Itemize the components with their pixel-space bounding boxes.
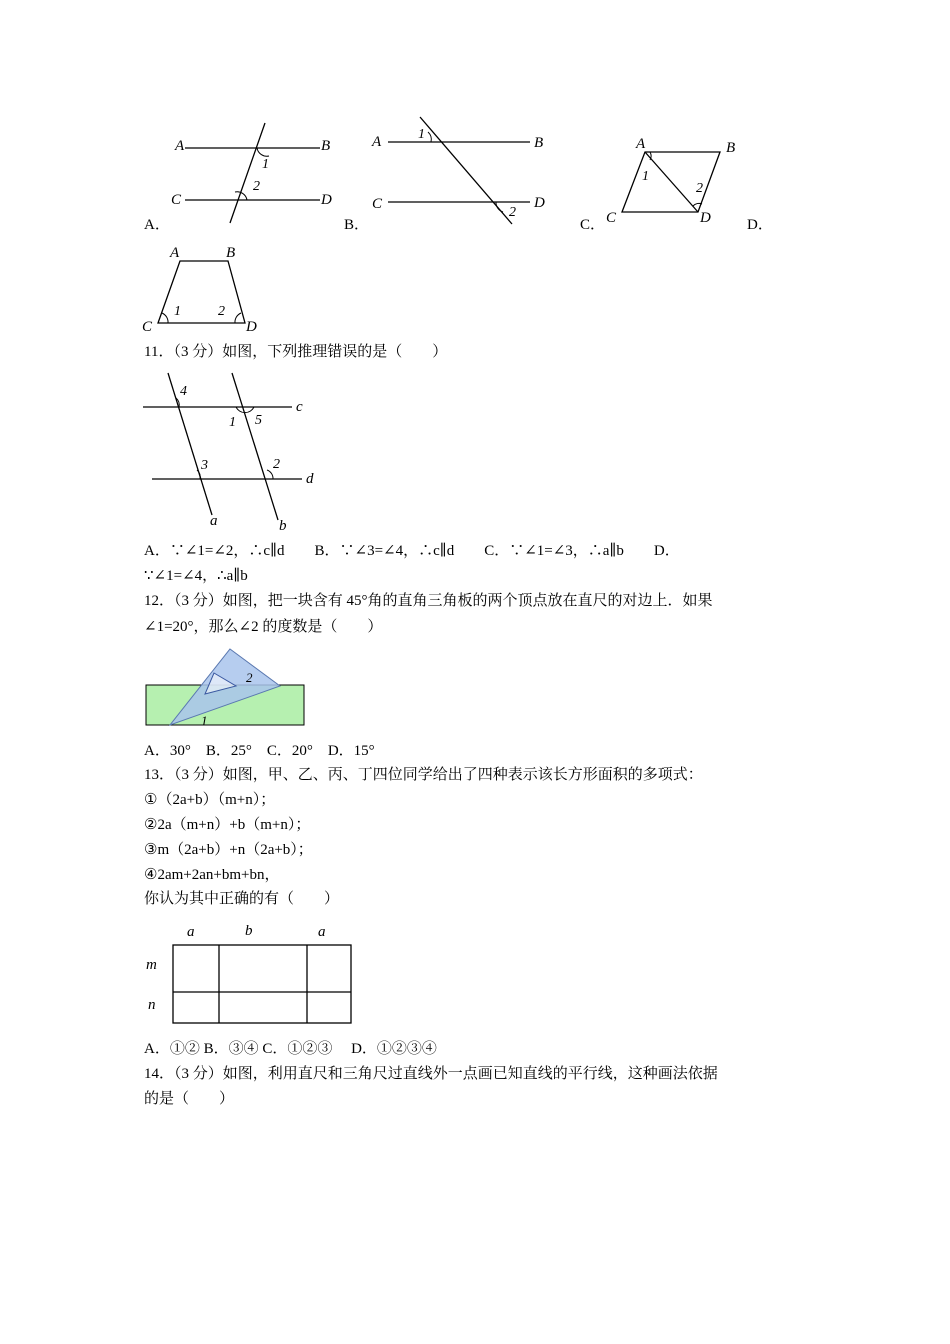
q10a-angle-1: 1 xyxy=(262,157,269,172)
q10b-angle-2: 2 xyxy=(509,205,516,220)
q10-option-a: A． xyxy=(144,217,170,233)
q13-item-3: ③m（2a+b）+n（2a+b）； xyxy=(144,842,313,858)
q11-angle-4: 4 xyxy=(180,384,187,399)
q10d-angle-2: 2 xyxy=(218,304,225,319)
q13-label-left-m: m xyxy=(146,957,157,973)
q11-angle-5: 5 xyxy=(255,413,262,428)
q11-angle-1: 1 xyxy=(229,415,236,430)
q10c-angle-2: 2 xyxy=(696,181,703,196)
q10c-angle-1: 1 xyxy=(642,169,649,184)
q10c-label-D: D xyxy=(700,210,711,226)
q13-figure xyxy=(140,920,360,1030)
q11-figure xyxy=(140,370,330,535)
q10-figure-b xyxy=(370,112,560,227)
q12-stem-line2: ∠1=20°，那么∠2 的度数是（ ） xyxy=(144,619,383,635)
q14-stem-line2: 的是（ ） xyxy=(144,1091,235,1107)
q10d-label-C: C xyxy=(142,319,153,335)
q13-item-1: ①（2a+b）（m+n）； xyxy=(144,792,276,808)
q10-option-c: C． xyxy=(580,217,606,233)
q10b-label-B: B xyxy=(534,135,544,151)
q13-label-top-a2: a xyxy=(318,924,326,940)
q10b-label-A: A xyxy=(372,134,382,150)
q10-figure-d xyxy=(140,243,270,338)
q11-label-a: a xyxy=(210,513,218,529)
q13-label-top-a1: a xyxy=(187,924,195,940)
q11-label-d: d xyxy=(306,471,314,487)
q11-angle-2: 2 xyxy=(273,457,280,472)
q11-angle-3: 3 xyxy=(201,458,208,473)
q10b-label-D: D xyxy=(534,195,545,211)
q11-options-line1: A．∵∠1=∠2，∴c∥d B．∵∠3=∠4，∴c∥d C．∵∠1=∠3，∴a∥b D． xyxy=(144,543,680,559)
q10d-label-D: D xyxy=(246,319,257,335)
q10d-angle-1: 1 xyxy=(174,304,181,319)
q10a-angle-2: 2 xyxy=(253,179,260,194)
q10d-label-B: B xyxy=(226,245,236,261)
q13-stem: 13．（3 分）如图，甲、乙、丙、丁四位同学给出了四种表示该长方形面积的多项式： xyxy=(144,767,703,783)
q10a-label-D: D xyxy=(321,192,332,208)
q10b-label-C: C xyxy=(372,196,383,212)
q10-option-b: B． xyxy=(344,217,370,233)
q13-options: A．①② B．③④ C．①②③ D．①②③④ xyxy=(144,1041,437,1057)
q13-prompt: 你认为其中正确的有（ ） xyxy=(144,891,340,907)
q11-stem: 11．（3 分）如图，下列推理错误的是（ ） xyxy=(144,344,448,360)
q10a-label-C: C xyxy=(171,192,182,208)
q11-label-c: c xyxy=(296,399,303,415)
q13-item-4: ④2am+2an+bm+bn， xyxy=(144,867,280,883)
q10c-label-C: C xyxy=(606,210,617,226)
q14-stem-line1: 14．（3 分）如图，利用直尺和三角尺过直线外一点画已知直线的平行线，这种画法依据 xyxy=(144,1066,718,1082)
q10-figure-a xyxy=(165,118,345,228)
q10a-label-A: A xyxy=(175,138,185,154)
q12-stem-line1: 12．（3 分）如图，把一块含有 45°角的直角三角板的两个顶点放在直尺的对边上．如果 xyxy=(144,593,713,609)
q10c-label-B: B xyxy=(726,140,736,156)
q10b-angle-1: 1 xyxy=(418,127,425,142)
q13-label-left-n: n xyxy=(148,997,156,1013)
q10a-label-B: B xyxy=(321,138,331,154)
q10-option-d: D． xyxy=(747,217,773,233)
q12-angle-1: 1 xyxy=(201,713,208,728)
q12-options: A．30° B．25° C．20° D．15° xyxy=(144,743,375,759)
q13-item-2: ②2a（m+n）+b（m+n）； xyxy=(144,817,311,833)
q12-figure xyxy=(140,645,315,730)
q12-angle-2: 2 xyxy=(246,670,253,685)
q11-label-b: b xyxy=(279,518,287,534)
q10d-label-A: A xyxy=(170,245,180,261)
q10c-label-A: A xyxy=(636,136,646,152)
q13-label-top-b: b xyxy=(245,923,253,939)
q11-options-line2: ∵∠1=∠4，∴a∥b xyxy=(144,568,248,584)
q10-figure-c xyxy=(600,130,750,230)
